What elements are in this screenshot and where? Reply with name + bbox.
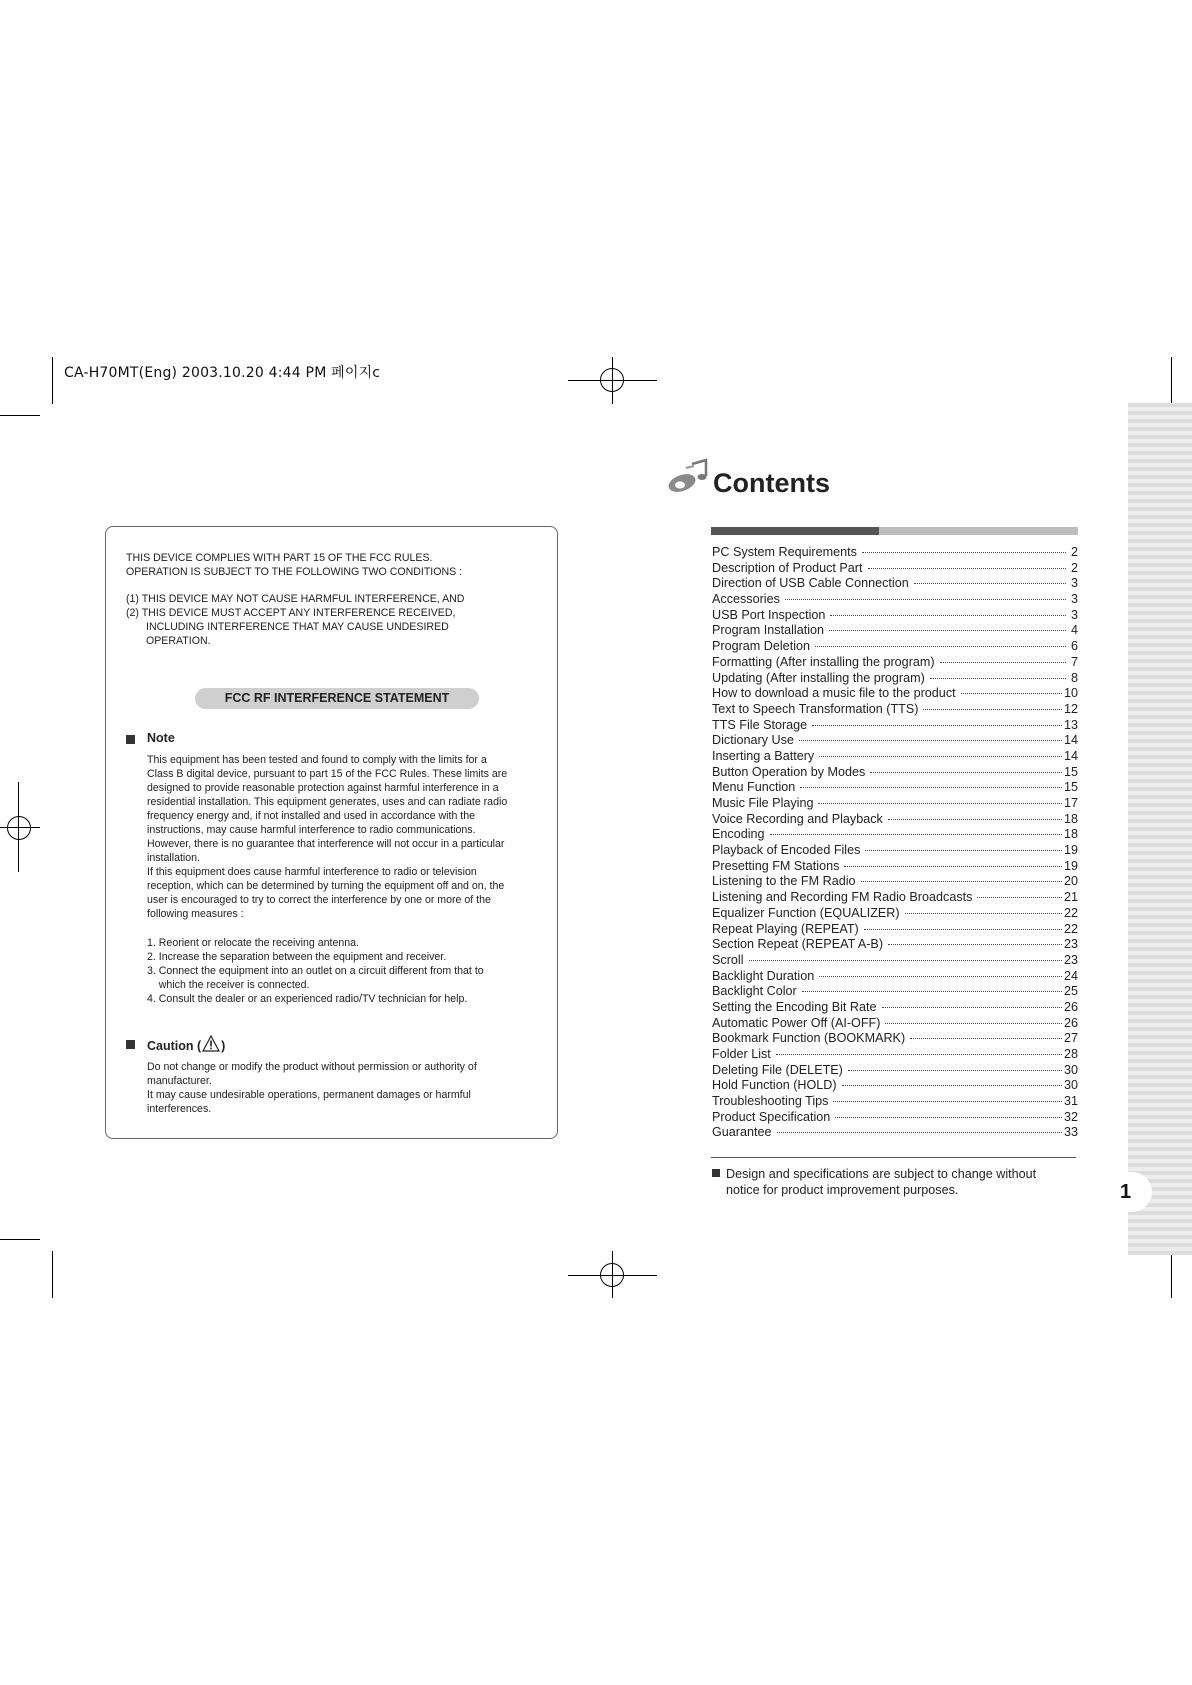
fcc-condition-line: (1) THIS DEVICE MAY NOT CAUSE HARMFUL INTERFERENCE, AND <box>126 593 465 605</box>
toc-entry[interactable] <box>712 733 1078 749</box>
note-body: This equipment has been tested and found to comply with the limits for a Class B digital device, pursuant to part 15 of the FCC Rules. These limits are designed to provide reasonable protection against harmful interference in a residential installation. This equipment generates, uses and can radiate radio frequency energy and, if not installed and used in accordance with the instructions, may cause harmful interference to radio communications. However, there is no guarantee that interference will not occur in a particular installation. If this equipment does cause harmful interference to radio or television reception, which can be determined by turning the equipment off and on, the user is encouraged to try to correct the interference by one or more of the following measures : <box>147 754 508 920</box>
toc-entry[interactable] <box>712 576 1078 592</box>
toc-entry-page: 28 <box>1063 1047 1078 1061</box>
toc-leader-dots <box>785 598 1066 600</box>
page-edge-stripe <box>1128 403 1192 1255</box>
toc-entry-label: Program Deletion <box>712 639 810 654</box>
toc-leader-dots <box>777 1131 1062 1133</box>
toc-entry-label: Music File Playing <box>712 796 814 810</box>
toc-leader-dots <box>829 629 1066 631</box>
toc-entry-page: 14 <box>1063 733 1078 748</box>
toc-entry[interactable] <box>712 671 1078 687</box>
caution-heading: Caution ( ) <box>147 1035 225 1053</box>
toc-entry-label: Updating (After installing the program) <box>712 670 925 685</box>
toc-entry-label: Setting the Encoding Bit Rate <box>712 999 877 1014</box>
contents-divider <box>711 1157 1076 1158</box>
toc-entry-page: 2 <box>1070 560 1078 575</box>
toc-entry[interactable] <box>712 812 1078 828</box>
toc-leader-dots <box>799 739 1062 741</box>
toc-entry[interactable] <box>712 1063 1078 1079</box>
toc-leader-dots <box>848 1069 1062 1071</box>
warning-triangle-icon <box>202 1035 220 1052</box>
toc-entry-page: 15 <box>1063 780 1078 795</box>
toc-leader-dots <box>862 551 1066 553</box>
toc-leader-dots <box>835 1116 1062 1118</box>
toc-entry-page: 14 <box>1063 748 1078 763</box>
toc-leader-dots <box>914 582 1066 584</box>
toc-entry-page: 27 <box>1063 1031 1078 1046</box>
toc-leader-dots <box>870 771 1062 773</box>
design-note: Design and specifications are subject to change without notice for product improvement purposes. <box>712 1166 1036 1198</box>
toc-leader-dots <box>861 880 1062 882</box>
toc-entry-label: Backlight Color <box>712 984 797 999</box>
toc-entry-label: Folder List <box>712 1047 771 1061</box>
toc-entry[interactable] <box>712 639 1078 655</box>
toc-entry-page: 23 <box>1063 937 1078 952</box>
toc-entry-page: 19 <box>1063 843 1078 858</box>
toc-entry-label: How to download a music file to the product <box>712 686 956 701</box>
caution-bullet <box>126 1040 135 1049</box>
toc-entry[interactable] <box>712 1016 1078 1032</box>
toc-entry-page: 7 <box>1070 654 1078 669</box>
toc-entry-page: 31 <box>1063 1094 1078 1109</box>
toc-entry[interactable] <box>712 561 1078 577</box>
table-of-contents <box>712 545 1078 1141</box>
toc-entry[interactable] <box>712 718 1078 734</box>
toc-entry-page: 18 <box>1063 811 1078 826</box>
toc-entry-label: Hold Function (HOLD) <box>712 1078 837 1093</box>
toc-leader-dots <box>749 959 1062 961</box>
toc-entry-label: Product Specification <box>712 1109 831 1124</box>
toc-entry-page: 20 <box>1063 874 1078 889</box>
toc-entry-label: Formatting (After installing the program) <box>712 654 935 669</box>
toc-entry-page: 24 <box>1063 968 1078 983</box>
toc-entry-page: 3 <box>1070 576 1078 591</box>
toc-entry-page: 19 <box>1063 858 1078 873</box>
toc-entry-label: Backlight Duration <box>712 968 815 983</box>
toc-entry-label: Bookmark Function (BOOKMARK) <box>712 1031 906 1046</box>
toc-entry[interactable] <box>712 922 1078 938</box>
toc-entry[interactable] <box>712 592 1078 608</box>
toc-leader-dots <box>923 708 1062 710</box>
toc-entry[interactable] <box>712 780 1078 796</box>
toc-entry[interactable] <box>712 984 1078 1000</box>
toc-leader-dots <box>818 802 1062 804</box>
toc-leader-dots <box>865 849 1062 851</box>
toc-entry-page: 17 <box>1063 796 1078 810</box>
fcc-condition-line: OPERATION. <box>146 635 211 647</box>
toc-leader-dots <box>802 990 1062 992</box>
toc-leader-dots <box>977 896 1062 898</box>
toc-entry[interactable] <box>712 545 1078 561</box>
toc-entry-label: Direction of USB Cable Connection <box>712 576 909 591</box>
toc-entry[interactable] <box>712 827 1078 843</box>
toc-entry-page: 25 <box>1063 984 1078 999</box>
toc-entry-page: 3 <box>1070 592 1078 607</box>
toc-entry[interactable] <box>712 1110 1078 1126</box>
toc-entry-label: Troubleshooting Tips <box>712 1094 829 1109</box>
toc-leader-dots <box>905 912 1062 914</box>
toc-entry[interactable] <box>712 1047 1078 1063</box>
toc-leader-dots <box>888 943 1062 945</box>
toc-leader-dots <box>844 865 1062 867</box>
toc-entry[interactable] <box>712 1031 1078 1047</box>
toc-leader-dots <box>940 661 1066 663</box>
toc-entry-label: Playback of Encoded Files <box>712 843 861 858</box>
toc-leader-dots <box>830 614 1066 616</box>
measure-item: which the receiver is connected. <box>147 979 310 991</box>
toc-entry-page: 18 <box>1063 827 1078 842</box>
toc-entry[interactable] <box>712 1094 1078 1110</box>
toc-leader-dots <box>961 692 1062 694</box>
toc-entry-label: Inserting a Battery <box>712 748 815 763</box>
caution-body: Do not change or modify the product without permission or authority of manufacturer. It may cause undesirable operations, permanent damages or harmful interferences. <box>147 1061 477 1115</box>
toc-entry-label: Voice Recording and Playback <box>712 811 883 826</box>
measures-list <box>147 936 537 1006</box>
toc-leader-dots <box>815 645 1066 647</box>
title-underline-light <box>879 527 1078 535</box>
toc-entry[interactable] <box>712 906 1078 922</box>
fcc-condition-line: INCLUDING INTERFERENCE THAT MAY CAUSE UNDESIRED <box>146 621 449 633</box>
toc-entry[interactable] <box>712 937 1078 953</box>
toc-leader-dots <box>812 724 1062 726</box>
toc-entry-label: Accessories <box>712 592 780 607</box>
toc-entry-page: 4 <box>1070 623 1078 638</box>
toc-leader-dots <box>833 1100 1062 1102</box>
toc-entry-label: Button Operation by Modes <box>712 764 866 779</box>
toc-leader-dots <box>888 818 1062 820</box>
toc-entry[interactable] <box>712 655 1078 671</box>
toc-leader-dots <box>885 1022 1062 1024</box>
toc-entry-page: 30 <box>1063 1062 1078 1077</box>
toc-entry[interactable] <box>712 1000 1078 1016</box>
fcc-intro-line: OPERATION IS SUBJECT TO THE FOLLOWING TWO CONDITIONS : <box>126 566 463 578</box>
toc-entry-label: Automatic Power Off (AI-OFF) <box>712 1015 881 1030</box>
toc-entry-label: Presetting FM Stations <box>712 858 840 873</box>
toc-entry-page: 26 <box>1063 1015 1078 1030</box>
toc-leader-dots <box>819 755 1062 757</box>
toc-leader-dots <box>819 975 1062 977</box>
toc-entry[interactable] <box>712 843 1078 859</box>
toc-entry-page: 32 <box>1063 1109 1078 1124</box>
toc-entry-label: Equalizer Function (EQUALIZER) <box>712 905 900 920</box>
toc-entry-label: Section Repeat (REPEAT A-B) <box>712 937 884 952</box>
toc-entry-label: Menu Function <box>712 780 796 795</box>
contents-title: Contents <box>713 468 830 498</box>
music-note-logo-icon <box>666 458 710 496</box>
toc-entry[interactable] <box>712 874 1078 890</box>
toc-leader-dots <box>930 677 1066 679</box>
toc-entry[interactable] <box>712 765 1078 781</box>
toc-entry-label: Program Installation <box>712 623 824 638</box>
toc-entry-page: 15 <box>1063 764 1078 779</box>
toc-entry-label: Deleting File (DELETE) <box>712 1062 843 1077</box>
toc-entry[interactable] <box>712 1125 1078 1141</box>
measure-item: 3. Connect the equipment into an outlet on a circuit different from that to <box>147 965 484 977</box>
note-bullet <box>126 735 135 744</box>
toc-leader-dots <box>770 833 1062 835</box>
toc-entry-label: USB Port Inspection <box>712 607 826 622</box>
toc-entry[interactable] <box>712 890 1078 906</box>
toc-entry-label: Repeat Playing (REPEAT) <box>712 921 859 936</box>
toc-entry-label: Listening to the FM Radio <box>712 874 856 889</box>
toc-entry-page: 26 <box>1063 999 1078 1014</box>
toc-leader-dots <box>864 928 1062 930</box>
title-underline-dark <box>711 527 879 535</box>
toc-entry-page: 23 <box>1063 952 1078 967</box>
fcc-condition-line: (2) THIS DEVICE MUST ACCEPT ANY INTERFERENCE RECEIVED, <box>126 607 456 619</box>
toc-entry-label: PC System Requirements <box>712 545 857 559</box>
toc-entry-page: 8 <box>1070 670 1078 685</box>
toc-entry-page: 22 <box>1063 905 1078 920</box>
toc-entry-label: Listening and Recording FM Radio Broadcasts <box>712 890 973 905</box>
toc-entry-label: Dictionary Use <box>712 733 794 748</box>
toc-leader-dots <box>800 786 1062 788</box>
toc-entry[interactable] <box>712 796 1078 812</box>
design-note-bullet <box>712 1169 720 1177</box>
note-heading: Note <box>147 731 175 745</box>
toc-entry-page: 6 <box>1070 639 1078 654</box>
toc-entry-page: 10 <box>1063 686 1078 701</box>
page-number: 1 <box>1120 1181 1132 1203</box>
toc-entry-label: Guarantee <box>712 1125 772 1140</box>
toc-entry-label: TTS File Storage <box>712 717 808 732</box>
toc-entry-label: Scroll <box>712 952 744 967</box>
toc-entry[interactable] <box>712 749 1078 765</box>
toc-entry-page: 22 <box>1063 921 1078 936</box>
toc-entry-page: 12 <box>1063 701 1078 716</box>
toc-leader-dots <box>776 1053 1062 1055</box>
toc-entry-page: 30 <box>1063 1078 1078 1093</box>
toc-leader-dots <box>868 567 1067 569</box>
measure-item: 1. Reorient or relocate the receiving antenna. <box>147 937 360 949</box>
fcc-statement-title: FCC RF INTERFERENCE STATEMENT <box>195 688 479 709</box>
print-slug: CA-H70MT(Eng) 2003.10.20 4:44 PM 페이지c <box>64 365 381 381</box>
toc-entry[interactable] <box>712 608 1078 624</box>
fcc-intro-line: THIS DEVICE COMPLIES WITH PART 15 OF THE FCC RULES. <box>126 552 433 564</box>
toc-entry-label: Encoding <box>712 827 765 842</box>
measure-item: 2. Increase the separation between the equipment and receiver. <box>147 951 447 963</box>
toc-entry-label: Description of Product Part <box>712 560 863 575</box>
toc-entry-page: 3 <box>1070 607 1078 622</box>
toc-leader-dots <box>842 1084 1062 1086</box>
toc-entry-page: 21 <box>1063 890 1078 905</box>
toc-entry[interactable] <box>712 623 1078 639</box>
toc-entry[interactable] <box>712 859 1078 875</box>
measure-item: 4. Consult the dealer or an experienced radio/TV technician for help. <box>147 993 468 1005</box>
toc-entry-page: 2 <box>1070 545 1078 559</box>
toc-entry-page: 33 <box>1063 1125 1078 1140</box>
toc-entry[interactable] <box>712 953 1078 969</box>
toc-leader-dots <box>910 1037 1062 1039</box>
toc-entry[interactable] <box>712 1078 1078 1094</box>
toc-entry[interactable] <box>712 969 1078 985</box>
toc-entry-page: 13 <box>1063 717 1078 732</box>
toc-entry[interactable] <box>712 702 1078 718</box>
toc-entry[interactable] <box>712 686 1078 702</box>
toc-leader-dots <box>882 1006 1062 1008</box>
toc-entry-label: Text to Speech Transformation (TTS) <box>712 701 919 716</box>
